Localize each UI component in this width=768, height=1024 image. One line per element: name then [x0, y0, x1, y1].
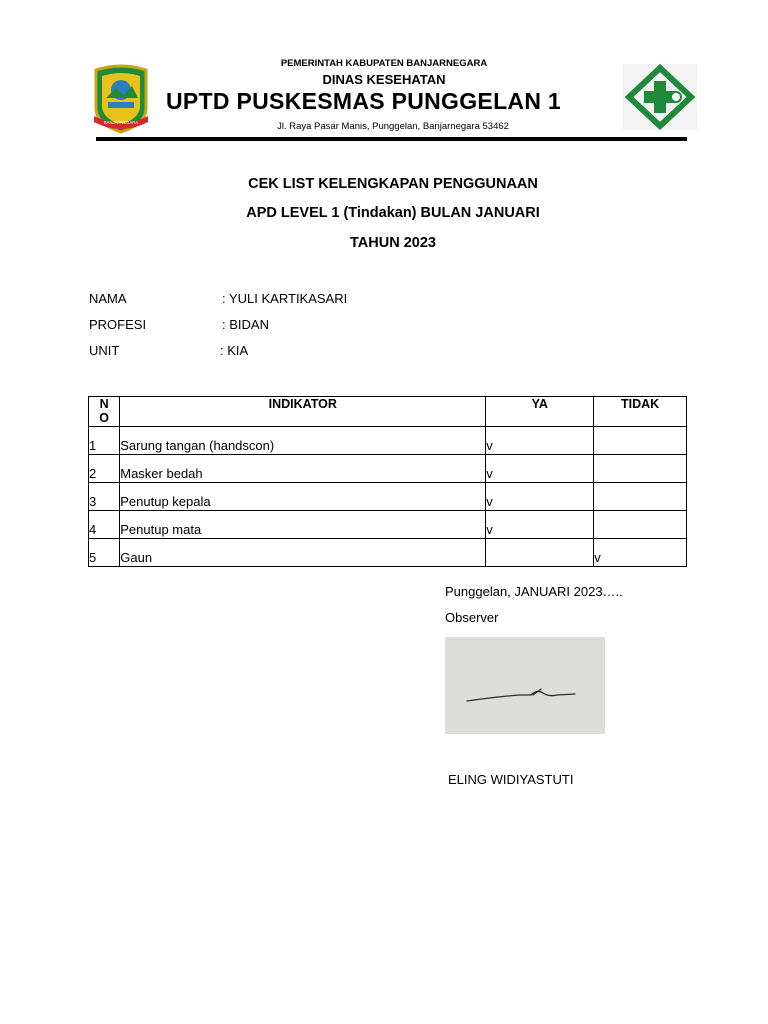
table-header-row: [89, 397, 687, 427]
institution-title: UPTD PUSKESMAS PUNGGELAN 1: [166, 88, 562, 114]
row-indikator: Masker bedah: [120, 455, 486, 483]
header-tidak: TIDAK: [594, 397, 687, 427]
document-title: CEK LIST KELENGKAPAN PENGGUNAAN: [248, 176, 538, 192]
row-no: 3: [89, 483, 120, 511]
row-ya: v: [486, 511, 594, 539]
row-indikator: Penutup mata: [120, 511, 486, 539]
letterhead-rule: [96, 137, 687, 141]
row-ya: [486, 539, 594, 567]
observer-name: ELING WIDIYASTUTI: [448, 772, 574, 787]
institution-address: Jl. Raya Pasar Manis, Punggelan, Banjarnegara 53462: [277, 121, 509, 132]
header-no: [89, 397, 120, 427]
table-row: [89, 483, 687, 511]
unit-value: : KIA: [220, 343, 249, 358]
row-ya: v: [486, 455, 594, 483]
profession-label: PROFESI: [89, 317, 147, 332]
row-indikator: Sarung tangan (handscon): [120, 427, 486, 455]
row-tidak: [594, 483, 687, 511]
emblem-ribbon-text: BANJARNEGARA: [103, 120, 139, 125]
row-ya: v: [486, 427, 594, 455]
header-no-line1: N: [99, 397, 109, 411]
row-tidak: v: [594, 539, 687, 567]
name-label: NAMA: [89, 291, 127, 306]
ppe-checklist-table: [88, 396, 687, 567]
row-tidak: [594, 427, 687, 455]
row-indikator: Penutup kepala: [120, 483, 486, 511]
row-no: 4: [89, 511, 120, 539]
signature-image: [445, 637, 605, 734]
row-ya: v: [486, 483, 594, 511]
observer-label: Observer: [445, 610, 499, 625]
row-tidak: [594, 511, 687, 539]
profession-value: : BIDAN: [222, 317, 269, 332]
header-indikator: INDIKATOR: [120, 397, 486, 427]
row-tidak: [594, 455, 687, 483]
unit-label: UNIT: [89, 343, 120, 358]
row-indikator: Gaun: [120, 539, 486, 567]
row-no: 2: [89, 455, 120, 483]
government-name: PEMERINTAH KABUPATEN BANJARNEGARA: [280, 58, 488, 69]
place-date: Punggelan, JANUARI 2023…..: [445, 584, 623, 599]
row-no: 5: [89, 539, 120, 567]
table-row: [89, 427, 687, 455]
header-ya: YA: [486, 397, 594, 427]
table-row: [89, 455, 687, 483]
puskesmas-logo: [623, 64, 697, 130]
table-row: [89, 511, 687, 539]
document-subtitle: APD LEVEL 1 (Tindakan) BULAN JANUARI: [246, 205, 540, 221]
row-no: 1: [89, 427, 120, 455]
table-row: [89, 539, 687, 567]
agency-name: DINAS KESEHATAN: [322, 72, 446, 87]
document-year: TAHUN 2023: [350, 235, 436, 251]
name-value: : YULI KARTIKASARI: [222, 291, 348, 306]
header-no-line2: O: [99, 411, 109, 425]
